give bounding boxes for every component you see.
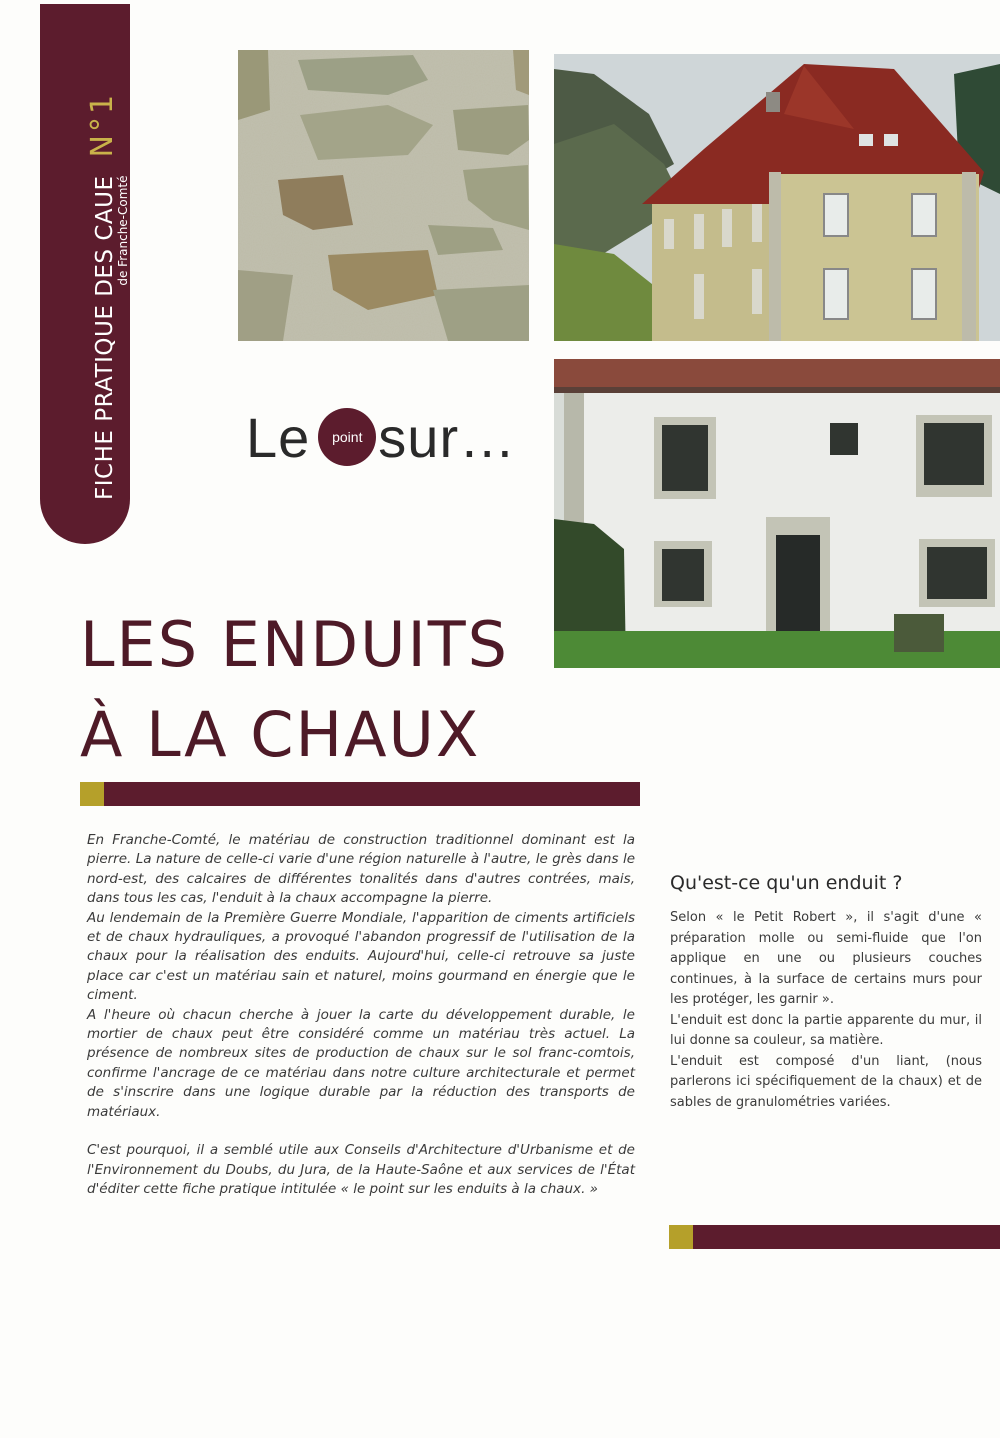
point-sur-after: sur… — [378, 405, 517, 469]
series-subtitle: de Franche-Comté — [116, 175, 130, 286]
intro-paragraph: C'est pourquoi, il a semblé utile aux Conseils d'Architecture d'Urbanisme et de l'Environnement du Doubs, du Jura, de la Haute-Saône et aux services de l'État d'éditer cette fiche pratique intitulée « le point sur les enduits à la chaux. » — [87, 1142, 635, 1197]
definition-paragraph: L'enduit est donc la partie apparente du mur, il lui donne sa couleur, sa matière. — [670, 1012, 982, 1048]
side-tab-label — [85, 92, 130, 500]
divider-bar — [80, 782, 640, 806]
white-house-photo — [554, 359, 1000, 668]
main-title-line2: À LA CHAUX — [80, 698, 481, 771]
divider-band — [693, 1225, 1000, 1249]
series-title: FICHE PRATIQUE DES CAUE — [92, 175, 118, 500]
bottom-divider-bar — [669, 1225, 1000, 1249]
divider-accent — [669, 1225, 693, 1249]
intro-paragraph: En Franche-Comté, le matériau de construction traditionnel dominant est la pierre. La nature de celle-ci varie d'une région naturelle à l'autre, le grès dans le nord-est, des calcaires de différentes tonalités dans d'autres contrées, mais, dans tous les cas, l'enduit à la chaux accompagne la pierre. — [87, 832, 635, 907]
main-title — [80, 600, 600, 780]
point-sur-before: Le — [246, 405, 311, 469]
main-title-line1: LES ENDUITS — [80, 608, 509, 681]
definition-paragraph: L'enduit est composé d'un liant, (nous parlerons ici spécifiquement de la chaux) et de sables de granulométries variées. — [670, 1053, 982, 1110]
intro-paragraph: Au lendemain de la Première Guerre Mondiale, l'apparition de ciments artificiels et de chaux hydrauliques, a provoqué l'abandon progressif de l'utilisation de la chaux pour la réalisation des enduits. Aujourd'hui, celle-ci retrouve sa juste place car c'est un matériau sain et naturel, moins gourmand en énergie que le ciment. — [87, 909, 635, 1004]
definition-paragraph: Selon « le Petit Robert », il s'agit d'une « préparation molle ou semi-fluide que l'on applique en une ou plusieurs couches continues, à la surface de certains murs pour les protéger, les garnir ». — [670, 910, 982, 1007]
point-circle: point — [318, 408, 376, 466]
definition-box — [670, 872, 982, 1113]
divider-accent — [80, 782, 104, 806]
issue-number: N°1 — [85, 91, 120, 158]
point-sur-heading — [246, 392, 516, 482]
intro-paragraph: A l'heure où chacun cherche à jouer la carte du développement durable, le mortier de chaux peut être considéré comme un matériau très actuel. La présence de nombreux sites de production de chaux sur le sol franc-comtois, confirme l'ancrage de ce matériau dans notre culture architecturale et permet de s'inscrire dans une logique durable par la réduction des transports de matériaux. — [87, 1006, 635, 1120]
stone-wall-photo — [238, 50, 529, 341]
divider-band — [104, 782, 640, 806]
definition-title: Qu'est-ce qu'un enduit ? — [670, 872, 903, 894]
manor-house-photo — [554, 54, 1000, 341]
intro-text — [87, 831, 635, 1199]
